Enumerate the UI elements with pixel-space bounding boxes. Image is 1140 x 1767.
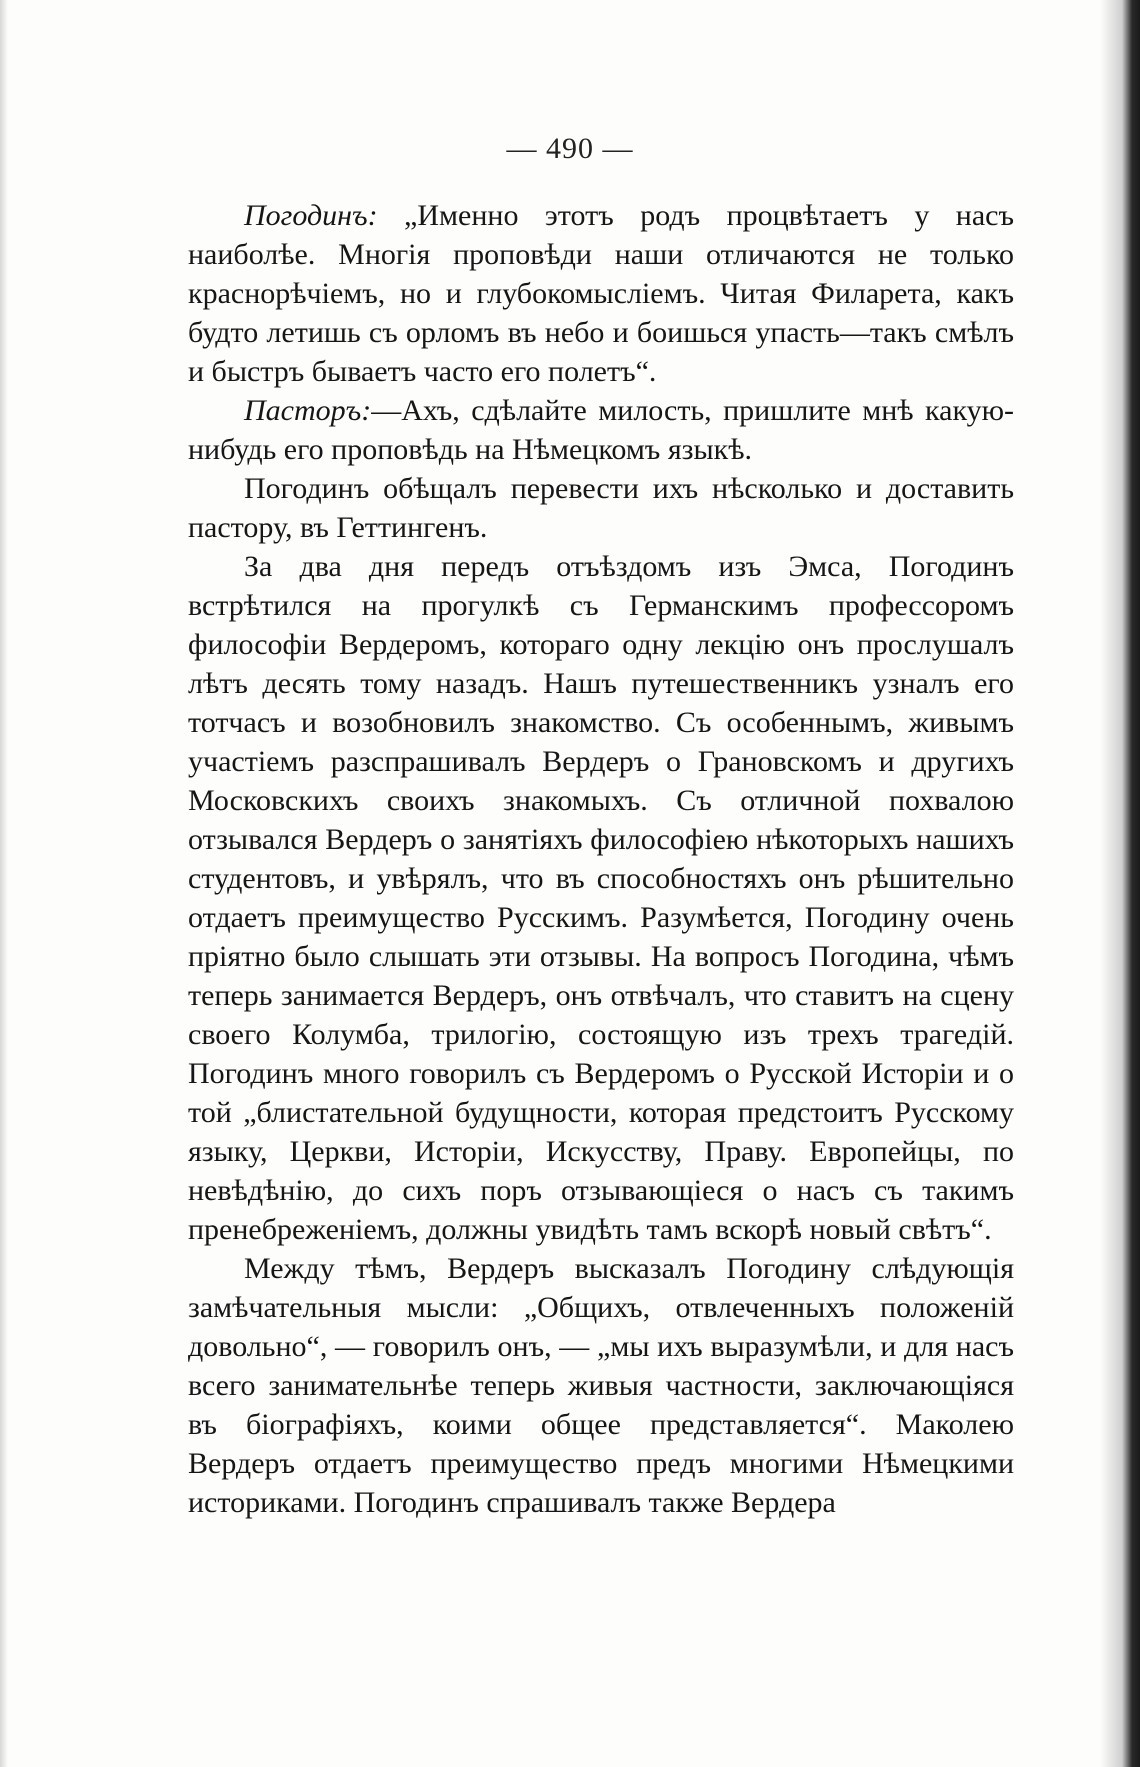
- speaker-pogodin: Погодинъ:: [244, 199, 378, 232]
- paragraph-werder-thoughts: [188, 1249, 1014, 1522]
- paragraph-text: „Именно этотъ родъ процвѣтаетъ у насъ наиболѣе. Многія проповѣди наши отличаются не только краснорѣчіемъ, но и глубокомысліемъ. Читая Филарета, какъ будто летишь съ орломъ въ небо и боишься упасть—такъ смѣлъ и быстръ бываетъ часто его полетъ“.: [188, 199, 1014, 388]
- paragraph-werder-meeting: [188, 547, 1014, 1249]
- paragraph-text: Погодинъ обѣщалъ перевести ихъ нѣсколько и доставить пастору, въ Геттингенъ.: [188, 472, 1014, 544]
- scan-shadow-right: [1100, 0, 1140, 1767]
- paragraph-text: Между тѣмъ, Вердеръ высказалъ Погодину слѣдующія замѣчательныя мысли: „Общихъ, отвлеченныхъ положеній довольно“, — говорилъ онъ, — „мы ихъ выразумѣли, и для насъ всего занимательнѣе теперь живыя частности, заключающіяся въ біографіяхъ, коими общее представляется“. Маколею Вердеръ отдаетъ преимущество предъ многими Нѣмецкими историками. Погодинъ спрашивалъ также Вердера: [188, 1252, 1014, 1519]
- body-text: [188, 196, 1014, 1522]
- speaker-pastor: Пасторъ:: [244, 394, 372, 427]
- page-number: — 490 —: [506, 132, 634, 165]
- paragraph-text: За два дня передъ отъѣздомъ изъ Эмса, Погодинъ встрѣтился на прогулкѣ съ Германскимъ профессоромъ философіи Вердеромъ, котораго одну лекцію онъ прослушалъ лѣтъ десять тому назадъ. Нашъ путешественникъ узналъ его тотчасъ и возобновилъ знакомство. Съ особеннымъ, живымъ участіемъ разспрашивалъ Вердеръ о Грановскомъ и другихъ Московскихъ своихъ знакомыхъ. Съ отличной похвалою отзывался Вердеръ о занятіяхъ философіею нѣкоторыхъ нашихъ студентовъ, и увѣрялъ, что въ способностяхъ онъ рѣшительно отдаетъ преимущество Русскимъ. Разумѣется, Погодину очень пріятно было слышать эти отзывы. На вопросъ Погодина, чѣмъ теперь занимается Вердеръ, онъ отвѣчалъ, что ставитъ на сцену своего Колумба, трилогію, состоящую изъ трехъ трагедій. Погодинъ много говорилъ съ Вердеромъ о Русской Исторіи и о той „блистательной будущности, которая предстоитъ Русскому языку, Церкви, Исторіи, Искусству, Праву. Европейцы, по невѣдѣнію, до сихъ поръ отзывающіеся о насъ съ такимъ пренебреженіемъ, должны увидѣть тамъ вскорѣ новый свѣтъ“.: [188, 550, 1014, 1246]
- paragraph-text: —Ахъ, сдѣлайте милость, пришлите мнѣ какую-нибудь его проповѣдь на Нѣмецкомъ языкѣ.: [188, 394, 1014, 466]
- paragraph-pogodin-reply: [188, 196, 1014, 391]
- paragraph-pastor-reply: [188, 391, 1014, 469]
- scan-shadow-left: [0, 0, 8, 1767]
- paragraph-promise: [188, 469, 1014, 547]
